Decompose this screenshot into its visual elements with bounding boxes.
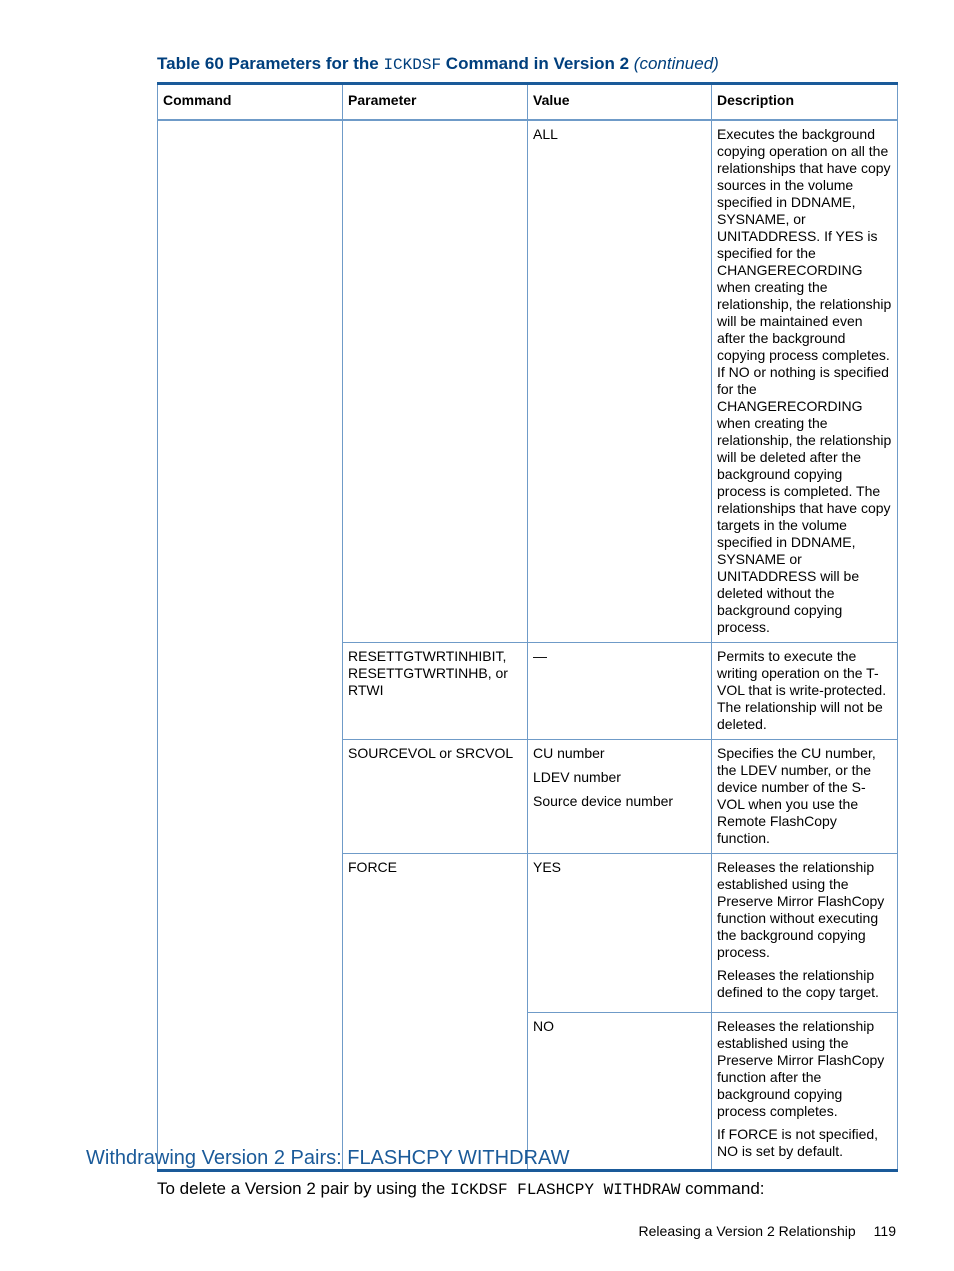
value-line: LDEV number <box>533 769 621 785</box>
description-cell <box>712 740 898 854</box>
parameters-table <box>157 82 898 1172</box>
description-text: Executes the background copying operation on all the relationships that have copy sources in the volume specified in DDNAME, SYSNAME, or UNITADDRESS. If YES is specified for the CHANGERECORDING when creating the relationship, the relationship will be maintained even after the background copying process completes. If NO or nothing is specified for the CHANGERECORDING when creating the relationship, the relationship will be deleted after the background copying process is completed. The relationships that have copy targets in the volume specified in DDNAME, SYSNAME or UNITADDRESS will be deleted without the background copying process. <box>717 126 892 635</box>
footer-title: Releasing a Version 2 Relationship <box>638 1223 856 1239</box>
caption-prefix: Table 60 Parameters for the <box>157 54 384 73</box>
description-cell <box>712 120 898 643</box>
parameter-cell <box>343 120 528 643</box>
caption-continued: (continued) <box>633 54 719 73</box>
value-cell: YES <box>528 854 712 1013</box>
description-text: Specifies the CU number, the LDEV number, or the device number of the S-VOL when you use the Remote FlashCopy function. <box>717 745 876 846</box>
table-caption <box>157 54 897 74</box>
description-cell <box>712 854 898 1013</box>
page-number: 119 <box>873 1223 896 1239</box>
description-cell <box>712 1013 898 1171</box>
description-text: If FORCE is not specified, NO is set by default. <box>717 1126 879 1159</box>
header-parameter: Parameter <box>343 84 528 121</box>
body-command: ICKDSF FLASHCPY WITHDRAW <box>449 1181 681 1199</box>
description-text: Releases the relationship defined to the copy target. <box>717 967 879 1000</box>
caption-suffix: Command in Version 2 <box>441 54 634 73</box>
command-cell <box>158 120 343 1171</box>
table-header-row <box>158 84 898 121</box>
header-description: Description <box>712 84 898 121</box>
value-cell <box>528 740 712 854</box>
section-heading: Withdrawing Version 2 Pairs: FLASHCPY WITHDRAW <box>86 1147 570 1169</box>
value-line: Source device number <box>533 793 674 809</box>
description-text: Releases the relationship established using the Preserve Mirror FlashCopy function after the background copying process completes. <box>717 1018 885 1119</box>
table-row <box>158 120 898 643</box>
header-value: Value <box>528 84 712 121</box>
description-text: Releases the relationship established using the Preserve Mirror FlashCopy function without executing the background copying process. <box>717 859 885 960</box>
parameter-cell: RESETTGTWRTINHIBIT, RESETTGTWRTINHB, or RTWI <box>343 643 528 740</box>
description-cell <box>712 643 898 740</box>
page-footer <box>639 1223 896 1239</box>
parameter-cell: SOURCEVOL or SRCVOL <box>343 740 528 854</box>
parameter-cell: FORCE <box>343 854 528 1171</box>
body-prefix: To delete a Version 2 pair by using the <box>157 1179 450 1198</box>
value-cell: NO <box>528 1013 712 1171</box>
value-cell: ALL <box>528 120 712 643</box>
body-suffix: command: <box>680 1179 765 1198</box>
description-text: Permits to execute the writing operation on the T-VOL that is write-protected. The relationship will not be deleted. <box>717 648 887 732</box>
value-line: CU number <box>533 745 605 761</box>
header-command: Command <box>158 84 343 121</box>
caption-command: ICKDSF <box>383 56 442 74</box>
value-cell: — <box>528 643 712 740</box>
body-paragraph <box>157 1179 765 1199</box>
